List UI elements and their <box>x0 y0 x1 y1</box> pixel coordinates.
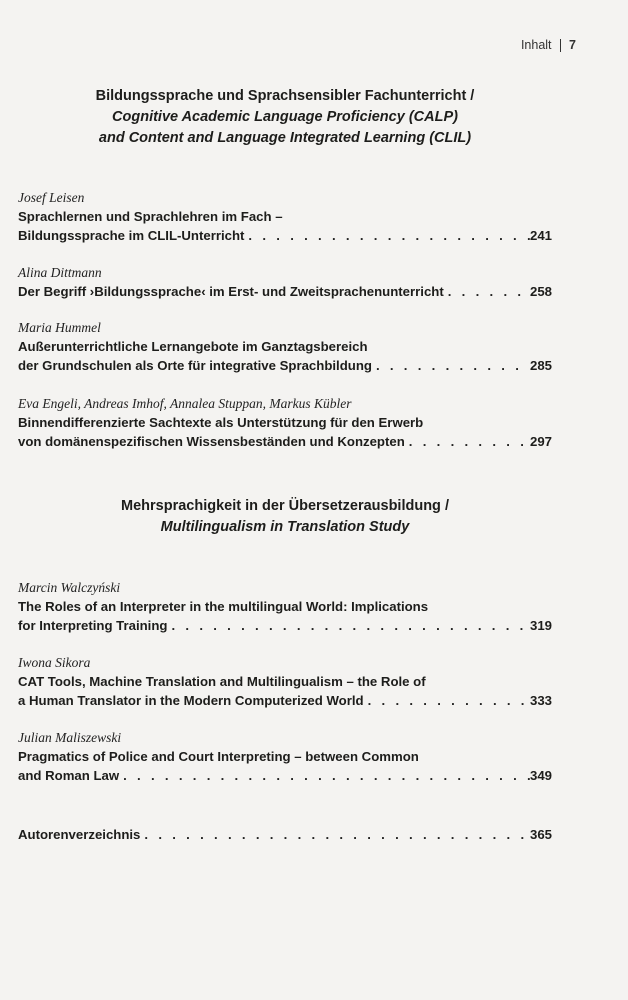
dot-leader <box>444 282 530 301</box>
toc-entry[interactable] <box>18 728 552 785</box>
entry-page-number: 297 <box>529 434 552 449</box>
entry-title-line: and Roman Law <box>18 768 120 783</box>
toc-entry-author-index[interactable] <box>18 825 552 844</box>
entry-leader-line <box>18 691 552 710</box>
entry-title-line: von domänenspezifischen Wissensbeständen und Konzepten <box>18 434 405 449</box>
section-heading-1 <box>18 86 552 149</box>
toc-entry[interactable] <box>18 188 552 245</box>
page-number: 7 <box>569 38 576 52</box>
entry-title-line: Binnendifferenzierte Sachtexte als Unterstützung für den Erwerb <box>18 415 424 430</box>
dot-leader <box>119 766 530 785</box>
entry-leader-line <box>18 432 552 451</box>
entry-page-number: 333 <box>529 693 552 708</box>
entry-title-line: CAT Tools, Machine Translation and Multilingualism – the Role of <box>18 674 426 689</box>
toc-entry[interactable] <box>18 394 552 451</box>
entry-author: Josef Leisen <box>18 190 85 205</box>
entry-page-number: 241 <box>529 228 552 243</box>
entry-page-number: 349 <box>529 768 552 783</box>
entry-title-line: Der Begriff ›Bildungssprache‹ im Erst- und Zweitsprachenunterricht <box>18 284 444 299</box>
entry-page-number: 365 <box>529 827 552 842</box>
entry-author: Julian Maliszewski <box>18 730 122 745</box>
entry-title-line: The Roles of an Interpreter in the multilingual World: Implications <box>18 599 429 614</box>
section-heading-line: Bildungssprache und Sprachsensibler Fachunterricht / <box>95 88 475 104</box>
toc-entry[interactable] <box>18 318 552 375</box>
running-head-label: Inhalt <box>520 38 552 52</box>
entry-title-line: Pragmatics of Police and Court Interpreting – between Common <box>18 749 419 764</box>
entry-author: Marcin Walczyński <box>18 580 121 595</box>
entry-leader-line <box>18 825 552 844</box>
entry-leader-line <box>18 282 552 301</box>
section-heading-line: Multilingualism in Translation Study <box>160 519 410 535</box>
entry-author: Maria Hummel <box>18 320 101 335</box>
running-head <box>521 38 576 52</box>
entry-leader-line <box>18 356 552 375</box>
entry-title-line: for Interpreting Training <box>18 618 168 633</box>
section-heading-line: Mehrsprachigkeit in der Übersetzerausbildung / <box>121 498 449 514</box>
dot-leader <box>244 226 530 245</box>
entry-page-number: 285 <box>529 358 552 373</box>
entry-author: Alina Dittmann <box>18 265 102 280</box>
entry-title-line: a Human Translator in the Modern Computerized World <box>18 693 364 708</box>
toc-entry[interactable] <box>18 263 552 301</box>
entry-leader-line <box>18 226 552 245</box>
running-head-separator <box>560 39 562 52</box>
entry-leader-line <box>18 766 552 785</box>
entry-title-line: der Grundschulen als Orte für integrative Sprachbildung <box>18 358 372 373</box>
entry-page-number: 258 <box>529 284 552 299</box>
toc-entry[interactable] <box>18 578 552 635</box>
entry-leader-line <box>18 616 552 635</box>
dot-leader <box>364 691 530 710</box>
dot-leader <box>372 356 530 375</box>
entry-title-line: Bildungssprache im CLIL-Unterricht <box>18 228 245 243</box>
section-heading-line: Cognitive Academic Language Proficiency (CALP) <box>112 109 458 125</box>
entry-title-line: Autorenverzeichnis <box>18 827 141 842</box>
dot-leader <box>405 432 530 451</box>
entry-title-line: Sprachlernen und Sprachlehren im Fach – <box>18 209 283 224</box>
dot-leader <box>167 616 530 635</box>
entry-author: Iwona Sikora <box>18 655 91 670</box>
entry-page-number: 319 <box>529 618 552 633</box>
section-heading-2 <box>18 496 552 538</box>
dot-leader <box>140 825 530 844</box>
entry-author: Eva Engeli, Andreas Imhof, Annalea Stuppan, Markus Kübler <box>18 396 352 411</box>
entry-title-line: Außerunterrichtliche Lernangebote im Ganztagsbereich <box>18 339 368 354</box>
section-heading-line: and Content and Language Integrated Learning (CLIL) <box>98 130 472 146</box>
toc-entry[interactable] <box>18 653 552 710</box>
